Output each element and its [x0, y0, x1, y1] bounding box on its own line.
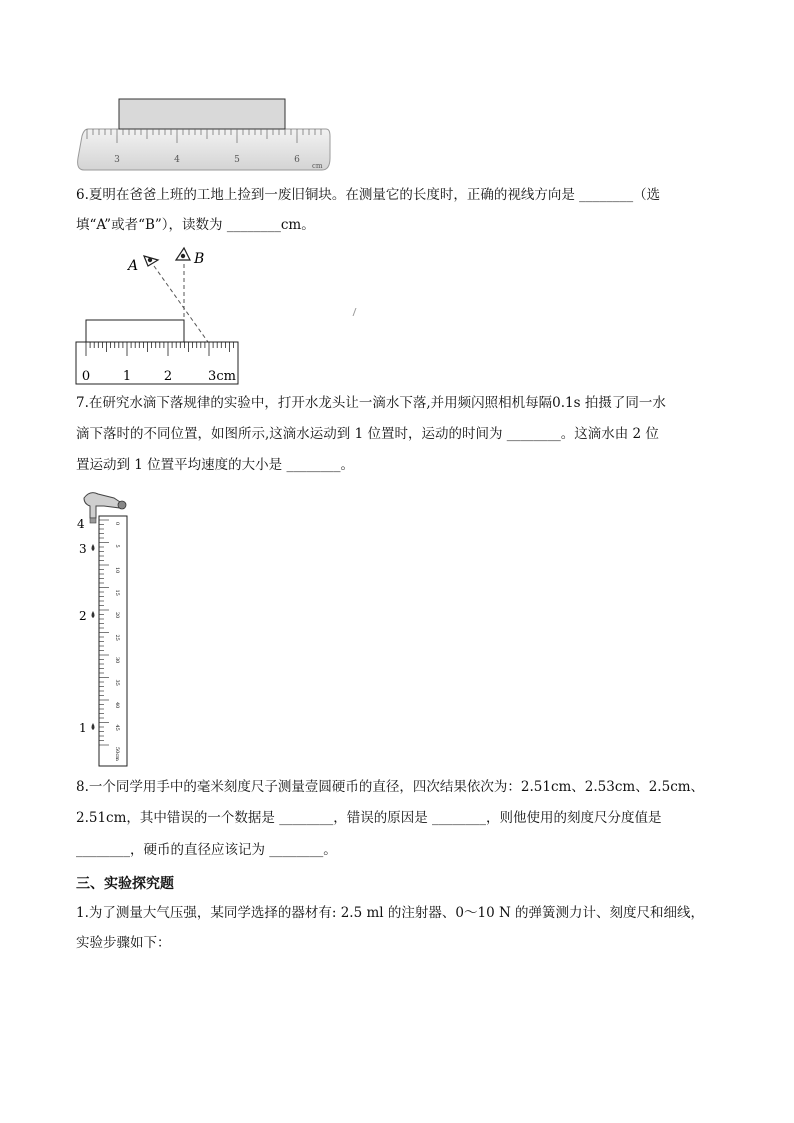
- ruler-unit: cm: [312, 162, 323, 170]
- s3-q1-line2: 实验步骤如下：: [76, 935, 171, 951]
- ruler-tick-label: 15: [114, 589, 120, 596]
- ruler-tick-label: 40: [114, 702, 120, 709]
- ruler-tick-label: 30: [114, 657, 120, 664]
- eye-a-icon: [144, 256, 158, 266]
- q8-line1: 8.一个同学用手中的毫米刻度尺子测量壹圆硬币的直径，四次结果依次为：2.51cm、2.53cm、2.5cm、: [76, 779, 705, 795]
- vertical-ruler: [99, 516, 127, 766]
- position-label: 3: [79, 542, 87, 556]
- water-drop-icon: [92, 611, 95, 618]
- q6-line1: 6.夏明在爸爸上班的工地上捡到一废旧铜块。在测量它的长度时，正确的视线方向是 ________（选: [76, 187, 661, 203]
- figure-ruler-block: [74, 96, 334, 174]
- ruler-tick-label: 4: [174, 155, 180, 165]
- ruler-tick-label: 3cm: [208, 369, 236, 384]
- q6-line2: 填“A”或者“B”），读数为 ________cm。: [76, 217, 315, 233]
- label-b: B: [194, 251, 205, 267]
- section-heading: 三、实验探究题: [76, 876, 174, 892]
- position-label: 4: [77, 517, 85, 531]
- ruler-tick-label: 6: [294, 155, 300, 165]
- ruler-tick-label: 10: [114, 567, 120, 574]
- eye-b-icon: [176, 248, 190, 260]
- figure-sightline: [74, 244, 244, 386]
- figure-water-drops: [74, 488, 154, 770]
- copper-block: [119, 99, 285, 129]
- ruler-tick-label: 2: [163, 369, 173, 384]
- position-label: 2: [79, 609, 87, 623]
- ruler-tick-label: 35: [114, 679, 120, 686]
- stray-mark: [353, 308, 359, 316]
- q8-line2: 2.51cm，其中错误的一个数据是 ________，错误的原因是 ________，则他使用的刻度尺分度值是: [76, 810, 662, 826]
- q7-line2: 滴下落时的不同位置，如图所示,这滴水运动到 1 位置时，运动的时间为 ________。这滴水由 2 位: [76, 426, 659, 442]
- q8-line3: ________，硬币的直径应该记为 ________。: [76, 842, 337, 858]
- ruler-tick-label: 50cm: [114, 747, 120, 761]
- q7-line3: 置运动到 1 位置平均速度的大小是 ________。: [76, 457, 354, 473]
- ruler-tick-label: 5: [114, 544, 120, 548]
- ruler-tick-label: 25: [114, 634, 120, 641]
- position-label: 1: [79, 721, 87, 735]
- ruler-tick-label: 45: [114, 724, 120, 731]
- q7-line1: 7.在研究水滴下落规律的实验中，打开水龙头让一滴水下落,并用频闪照相机每隔0.1s 拍摄了同一水: [76, 395, 666, 411]
- water-drop-icon: [92, 723, 95, 730]
- ruler-tick-label: 3: [114, 155, 120, 165]
- ruler-tick-label: 20: [114, 612, 120, 619]
- ruler-tick-label: 1: [122, 369, 132, 384]
- ruler-tick-label: 5: [234, 155, 240, 165]
- ruler-tick-label: 0: [114, 522, 120, 526]
- s3-q1-line1: 1.为了测量大气压强，某同学选择的器材有: 2.5 ml 的注射器、0～10 N 的弹簧测力计、刻度尺和细线，: [76, 905, 705, 921]
- copper-block: [86, 320, 184, 342]
- ruler-tick-label: 0: [81, 369, 91, 384]
- water-drop-icon: [92, 544, 95, 551]
- label-a: A: [128, 258, 139, 274]
